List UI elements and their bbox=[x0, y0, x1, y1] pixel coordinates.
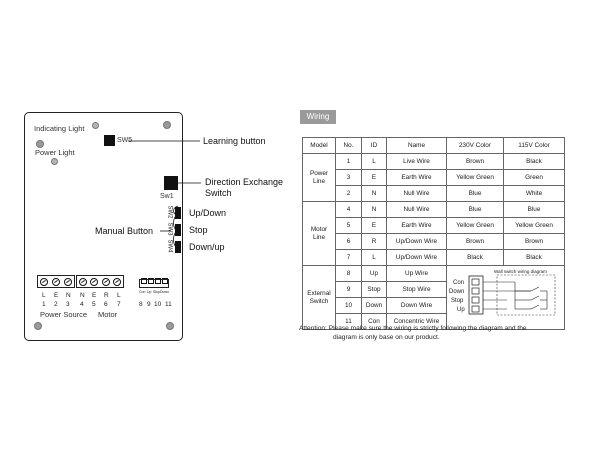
terminal-letter-5: E bbox=[92, 292, 97, 299]
header-pin-label-con: Con bbox=[139, 290, 146, 294]
cell-id: Down bbox=[362, 298, 387, 314]
header-number-10: 10 bbox=[154, 301, 162, 308]
terminal-letter-6: R bbox=[104, 292, 109, 299]
terminal-number-5: 5 bbox=[92, 301, 96, 308]
cell-id: N bbox=[362, 186, 387, 202]
table-row bbox=[303, 250, 565, 266]
model-external-switch: External Switch bbox=[303, 266, 336, 330]
wall-switch-diagram-cell bbox=[447, 266, 565, 330]
terminal-number-3: 3 bbox=[66, 301, 70, 308]
cell-230v: Brown bbox=[447, 154, 504, 170]
diagram-label-con: Con bbox=[453, 280, 465, 286]
cell-230v: Blue bbox=[447, 186, 504, 202]
cell-115v: Brown bbox=[504, 234, 565, 250]
cell-name: Null Wire bbox=[387, 186, 447, 202]
terminal-letter-4: N bbox=[80, 292, 85, 299]
table-row bbox=[303, 154, 565, 170]
header-number-9: 9 bbox=[147, 301, 151, 308]
terminal-number-7: 7 bbox=[117, 301, 121, 308]
header-115v-color: 115V Color bbox=[504, 138, 565, 154]
wiring-tab: Wiring bbox=[300, 110, 336, 124]
terminal-number-6: 6 bbox=[104, 301, 108, 308]
table-header-row bbox=[303, 138, 565, 154]
motor-label: Motor bbox=[98, 310, 118, 319]
diagram-label-stop: Stop bbox=[451, 298, 464, 304]
cell-115v: Black bbox=[504, 154, 565, 170]
terminal-letter-3: N bbox=[66, 292, 71, 299]
sw2-label: SW2 bbox=[166, 205, 173, 219]
attention-note-line2: diagram is only base on our product. bbox=[333, 334, 440, 341]
cell-230v: Brown bbox=[447, 234, 504, 250]
cell-name: Stop Wire bbox=[387, 282, 447, 298]
learning-button-callout: Learning button bbox=[203, 136, 266, 146]
header-number-8: 8 bbox=[139, 301, 143, 308]
cell-name: Earth Wire bbox=[387, 218, 447, 234]
header-pin-label-up: Up bbox=[147, 290, 152, 294]
wiring-table bbox=[302, 137, 565, 330]
header-pin-label-stop: Stop bbox=[153, 290, 161, 294]
cell-115v: Blue bbox=[504, 202, 565, 218]
terminal-letter-2: E bbox=[54, 292, 59, 299]
sw4-label: SW4 bbox=[166, 239, 173, 253]
stop-callout: Stop bbox=[189, 225, 208, 235]
cell-no: 6 bbox=[336, 234, 362, 250]
cell-name: Up/Down Wire bbox=[387, 234, 447, 250]
cell-no: 11 bbox=[336, 314, 362, 330]
terminal-number-2: 2 bbox=[54, 301, 58, 308]
model-motor-line: Motor Line bbox=[303, 202, 336, 266]
cell-id: Stop bbox=[362, 282, 387, 298]
up-down-callout: Up/Down bbox=[189, 208, 227, 218]
cell-id: N bbox=[362, 202, 387, 218]
table-row bbox=[303, 170, 565, 186]
cell-name: Concentric Wire bbox=[387, 314, 447, 330]
cell-115v: Black bbox=[504, 250, 565, 266]
indicating-light-label: Indicating Light bbox=[34, 124, 85, 133]
model-power-line: Power Line bbox=[303, 154, 336, 202]
table-row bbox=[303, 186, 565, 202]
terminal-number-1: 1 bbox=[42, 301, 46, 308]
cell-115v: Green bbox=[504, 170, 565, 186]
table-row bbox=[303, 218, 565, 234]
diagram-title: Wall switch wiring diagram bbox=[494, 269, 547, 274]
cell-id: E bbox=[362, 170, 387, 186]
down-up-callout: Down/up bbox=[189, 242, 225, 252]
cell-no: 5 bbox=[336, 218, 362, 234]
header-pin-label-down: Down bbox=[160, 290, 169, 294]
sw1-label: Sw1 bbox=[160, 193, 174, 200]
cell-no: 9 bbox=[336, 282, 362, 298]
cell-230v: Yellow Green bbox=[447, 218, 504, 234]
cell-name: Null Wire bbox=[387, 202, 447, 218]
header-id: ID bbox=[362, 138, 387, 154]
cell-230v: Yellow Green bbox=[447, 170, 504, 186]
header-230v-color: 230V Color bbox=[447, 138, 504, 154]
cell-no: 8 bbox=[336, 266, 362, 282]
header-no: No. bbox=[336, 138, 362, 154]
cell-id: Con bbox=[362, 314, 387, 330]
header-model: Model bbox=[303, 138, 336, 154]
terminal-letter-7: L bbox=[117, 292, 121, 299]
cell-id: R bbox=[362, 234, 387, 250]
header-number-11: 11 bbox=[165, 301, 172, 308]
cell-115v: Yellow Green bbox=[504, 218, 565, 234]
power-light-label: Power Light bbox=[35, 148, 75, 157]
cell-230v: Blue bbox=[447, 202, 504, 218]
attention-note-line1: Attention: Please make sure the wiring is strictly following the diagram and the bbox=[299, 325, 527, 332]
wall-switch-diagram bbox=[447, 266, 564, 326]
diagram-label-down: Down bbox=[449, 289, 465, 295]
cell-no: 2 bbox=[336, 186, 362, 202]
table-row bbox=[303, 266, 565, 282]
header-name: Name bbox=[387, 138, 447, 154]
sw3-label: SW3 bbox=[166, 222, 173, 236]
sw5-label: SW5 bbox=[117, 137, 133, 144]
cell-name: Live Wire bbox=[387, 154, 447, 170]
cell-id: L bbox=[362, 250, 387, 266]
terminal-number-4: 4 bbox=[80, 301, 84, 308]
cell-no: 4 bbox=[336, 202, 362, 218]
cell-id: L bbox=[362, 154, 387, 170]
cell-name: Up/Down Wire bbox=[387, 250, 447, 266]
table-row bbox=[303, 234, 565, 250]
cell-115v: White bbox=[504, 186, 565, 202]
cell-name: Up Wire bbox=[387, 266, 447, 282]
cell-no: 10 bbox=[336, 298, 362, 314]
table-row bbox=[303, 202, 565, 218]
switch-wiring-drawing bbox=[447, 266, 562, 326]
manual-button-callout: Manual Button bbox=[95, 226, 154, 236]
switch-callout: Switch bbox=[205, 188, 232, 198]
cell-no: 3 bbox=[336, 170, 362, 186]
cell-name: Down Wire bbox=[387, 298, 447, 314]
cell-id: Up bbox=[362, 266, 387, 282]
cell-no: 7 bbox=[336, 250, 362, 266]
direction-exchange-callout: Direction Exchange bbox=[205, 177, 284, 187]
power-source-label: Power Source bbox=[40, 310, 88, 319]
diagram-label-up: Up bbox=[457, 307, 465, 313]
terminal-letter-1: L bbox=[42, 292, 46, 299]
cell-no: 1 bbox=[336, 154, 362, 170]
cell-id: E bbox=[362, 218, 387, 234]
cell-name: Earth Wire bbox=[387, 170, 447, 186]
cell-230v: Black bbox=[447, 250, 504, 266]
